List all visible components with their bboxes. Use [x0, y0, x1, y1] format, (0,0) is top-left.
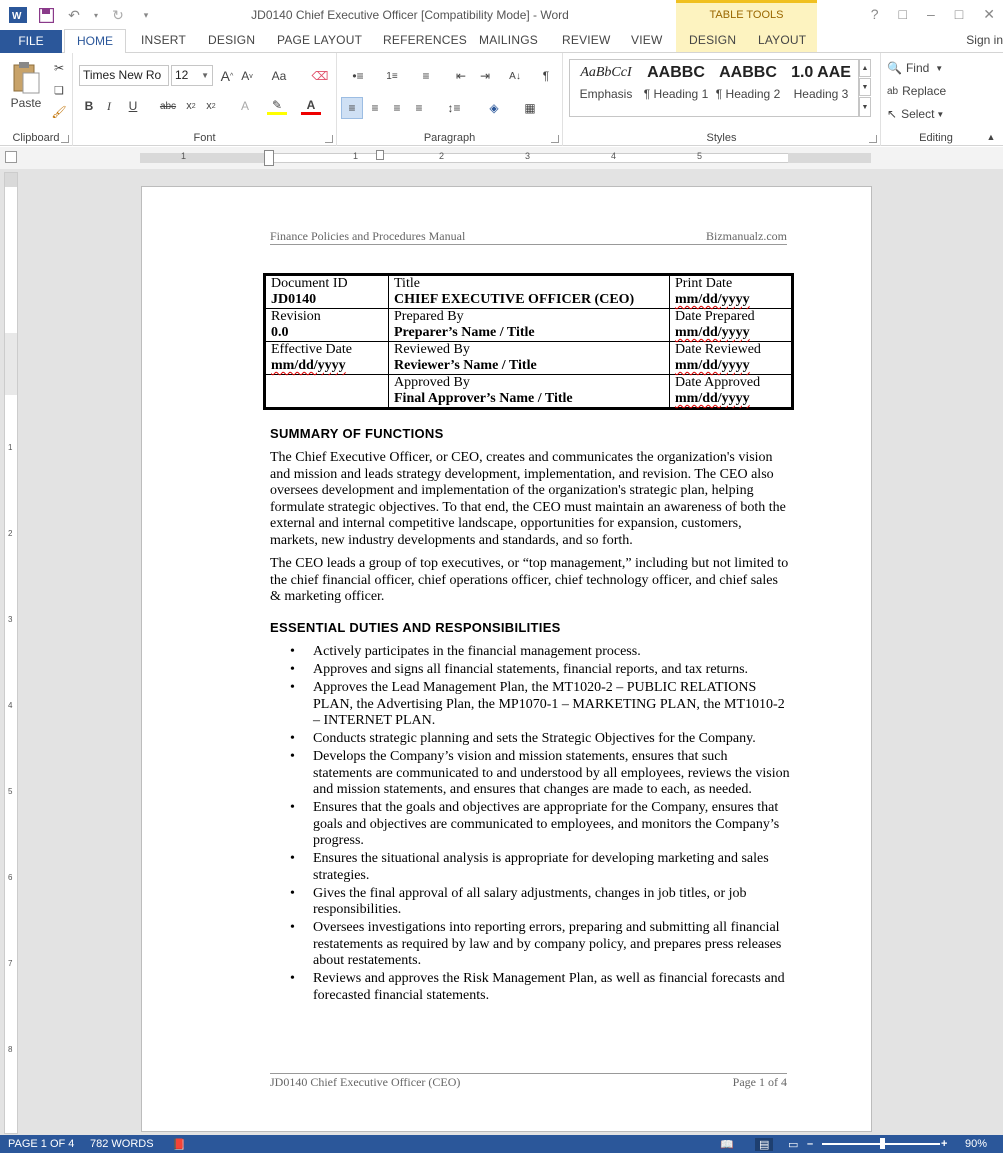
font-launcher-icon[interactable] [325, 135, 333, 143]
table-cell[interactable] [389, 276, 670, 309]
page-footer [270, 1073, 787, 1089]
date-prepared-label: Date Prepared [675, 309, 755, 324]
style-heading-1-preview: AABBC [647, 64, 705, 81]
title-label: Title [394, 276, 420, 291]
clipboard-group [0, 53, 73, 146]
select-icon: ↖ [887, 107, 898, 121]
italic-icon[interactable]: I [107, 98, 111, 113]
table-cell[interactable] [389, 342, 670, 375]
table-row [266, 309, 792, 342]
effective-date-value: mm/dd/yyyy [271, 358, 346, 373]
chevron-down-icon: ▼ [201, 71, 209, 80]
doc-id-value: JD0140 [271, 292, 317, 307]
document-page[interactable] [141, 186, 872, 1132]
list-item: • Oversees investigations into reporting errors, preparing and submitting all financial restatements as required by law and by company policy, and prepares press releases about restatements. [270, 920, 790, 970]
summary-paragraph-1: The Chief Executive Officer, or CEO, creates and communicates the organization's vision and mission and leads strategy development, implementation, and revision. The CEO also oversees development and implementation of the organization's strategic plan, helping formulate strategic objectives. To that end, the CEO must maintain an awareness of both the external and internal competitive landscape, opportunities for expansion, customers, markets, new industry developments and standards, and so forth. [270, 450, 786, 548]
table-cell[interactable] [266, 375, 389, 408]
indent-marker[interactable] [264, 150, 274, 166]
document-info-table[interactable] [263, 273, 794, 410]
highlight-icon[interactable]: ✎ [267, 97, 287, 115]
styles-launcher-icon[interactable] [869, 135, 877, 143]
tab-table-design[interactable]: DESIGN [689, 33, 737, 47]
align-center-icon[interactable]: ≡ [371, 101, 379, 115]
ribbon [0, 53, 1003, 146]
tab-design[interactable]: DESIGN [208, 33, 256, 47]
paragraph-label: Paragraph [423, 132, 476, 144]
cut-icon[interactable]: ✂ [53, 61, 65, 75]
replace-button[interactable] [887, 82, 977, 100]
tab-references[interactable]: REFERENCES [383, 33, 468, 47]
horizontal-ruler[interactable] [0, 147, 1003, 169]
prepared-by-label: Prepared By [394, 309, 464, 324]
style-heading-1[interactable] [641, 59, 711, 109]
date-prepared-value: mm/dd/yyyy [675, 325, 750, 340]
svg-text:W: W [12, 11, 22, 22]
subscript-icon[interactable]: x 2 [186, 100, 196, 112]
paragraph-group [337, 53, 563, 146]
tab-review[interactable]: REVIEW [562, 33, 611, 47]
list-item: • Approves and signs all financial statements, financial reports, and tax returns. [270, 662, 790, 679]
help-icon[interactable]: ? [870, 6, 879, 22]
approved-by-value: Final Approver’s Name / Title [394, 391, 573, 406]
redo-icon[interactable]: ↻ [112, 6, 124, 23]
grow-font-icon[interactable]: A ^ [220, 68, 234, 84]
copy-icon[interactable]: ❏ [54, 84, 64, 97]
decrease-indent-icon[interactable]: ⇤ [455, 69, 467, 83]
zoom-slider-thumb[interactable] [880, 1138, 885, 1149]
select-button[interactable] [887, 105, 977, 123]
date-reviewed-value: mm/dd/yyyy [675, 358, 750, 373]
replace-label: Replace [902, 84, 947, 98]
table-tools-label: TABLE TOOLS [709, 9, 784, 21]
shading-icon[interactable]: ◈ [489, 101, 499, 115]
paste-button[interactable]: Paste [10, 96, 42, 110]
font-group [73, 53, 337, 146]
table-cell[interactable] [670, 342, 792, 375]
list-item: • Actively participates in the financial management process. [270, 644, 790, 661]
vruler-number: 4 [8, 701, 13, 710]
find-button[interactable] [887, 59, 977, 77]
format-painter-icon[interactable]: 🖌 [51, 105, 67, 119]
tab-insert[interactable]: INSERT [141, 33, 186, 47]
select-label: Select [901, 107, 935, 121]
header-left: Finance Policies and Procedures Manual [270, 229, 466, 243]
table-cell[interactable] [670, 276, 792, 309]
styles-more-icon[interactable]: ▼ [859, 97, 871, 117]
sort-icon[interactable]: A↓ [509, 70, 521, 82]
editing-group [881, 53, 991, 146]
list-item: • Conducts strategic planning and sets the Strategic Objectives for the Company. [270, 731, 790, 748]
vertical-ruler[interactable] [4, 172, 18, 1134]
font-size-field[interactable] [171, 65, 213, 86]
vruler-number: 5 [8, 787, 13, 796]
replace-icon: ab [887, 85, 899, 97]
vruler-number: 3 [8, 615, 13, 624]
font-name-value: Times New Ro [83, 68, 162, 82]
vruler-number: 7 [8, 959, 13, 968]
bold-icon[interactable]: B [84, 99, 94, 113]
clear-formatting-icon[interactable]: ⌫ [311, 69, 329, 83]
duties-heading: ESSENTIAL DUTIES AND RESPONSIBILITIES [270, 620, 561, 635]
style-heading-2-preview: AABBC [719, 64, 777, 81]
ruler-number: 4 [611, 151, 617, 161]
approved-by-label: Approved By [394, 375, 470, 390]
styles-scroll-down-icon[interactable]: ▼ [859, 78, 871, 96]
line-spacing-icon[interactable]: ↕≡ [447, 101, 461, 115]
bullets-icon[interactable]: •≡ [352, 69, 364, 83]
change-case-button[interactable] [267, 67, 291, 85]
text-effects-icon[interactable]: A [240, 99, 249, 113]
zoom-level[interactable]: 90% [965, 1138, 988, 1150]
table-cell[interactable] [670, 309, 792, 342]
style-heading-1-name: ¶ Heading 1 [643, 87, 709, 101]
print-layout-icon[interactable]: ▤ [755, 1138, 773, 1151]
paste-icon[interactable] [8, 59, 44, 97]
font-color-icon[interactable]: A [301, 97, 321, 115]
style-heading-3-preview: 1.0 AAE [791, 64, 851, 81]
numbering-icon[interactable]: 1≡ [386, 70, 398, 82]
ruler-number: 5 [697, 151, 703, 161]
table-row [266, 342, 792, 375]
styles-label: Styles [706, 132, 737, 144]
chevron-down-icon: ▼ [935, 63, 944, 73]
chevron-down-icon: ▼ [936, 109, 945, 119]
font-name-field[interactable] [79, 65, 169, 86]
header-right: Bizmanualz.com [706, 229, 787, 243]
table-row [266, 375, 792, 408]
table-cell[interactable] [389, 309, 670, 342]
title-bar [0, 0, 1003, 30]
reviewed-by-value: Reviewer’s Name / Title [394, 358, 537, 373]
prepared-by-value: Preparer’s Name / Title [394, 325, 535, 340]
tab-file[interactable]: FILE [0, 30, 62, 53]
date-approved-label: Date Approved [675, 375, 761, 390]
list-item: • Develops the Company’s vision and mission statements, ensures that such statements are communicated to and understood by all employees, reviews the vision and mission statements, and ensures that changes are made to each, as needed. [270, 749, 790, 799]
clipboard-label: Clipboard [12, 132, 60, 144]
word-count-status[interactable]: 782 WORDS [90, 1138, 154, 1150]
close-icon[interactable]: ✕ [983, 6, 995, 22]
tab-table-layout[interactable]: LAYOUT [758, 33, 807, 47]
vruler-top-margin [5, 173, 17, 187]
date-reviewed-label: Date Reviewed [675, 342, 761, 357]
style-emphasis-preview: AaBbCcI [580, 65, 632, 80]
ruler-number: 1 [353, 151, 359, 161]
shrink-font-icon[interactable]: A v [241, 69, 253, 83]
read-mode-icon[interactable]: 📖 [720, 1139, 734, 1151]
align-right-icon[interactable]: ≡ [393, 101, 401, 115]
styles-scroll-up-icon[interactable]: ▲ [859, 59, 871, 77]
vruler-number: 1 [8, 443, 13, 452]
table-cell[interactable] [266, 342, 389, 375]
vruler-number: 8 [8, 1045, 13, 1054]
web-layout-icon[interactable]: ▭ [788, 1139, 799, 1151]
column-marker[interactable] [376, 150, 384, 160]
ribbon-tabs [0, 30, 1003, 53]
proofing-icon[interactable]: 📕 [172, 1139, 186, 1151]
font-size-value: 12 [175, 68, 189, 82]
tab-view[interactable]: VIEW [631, 33, 663, 47]
zoom-in-icon[interactable]: + [941, 1138, 948, 1150]
style-emphasis[interactable] [571, 59, 641, 109]
table-cell[interactable] [670, 375, 792, 408]
clipboard-launcher-icon[interactable] [61, 135, 69, 143]
justify-icon[interactable]: ≡ [415, 101, 423, 115]
status-bar [0, 1135, 1003, 1153]
ruler-right-margin [788, 153, 871, 163]
table-row [266, 276, 792, 309]
summary-heading: SUMMARY OF FUNCTIONS [270, 426, 444, 441]
strikethrough-icon[interactable]: abc [159, 100, 177, 112]
doc-id-label: Document ID [271, 276, 348, 291]
list-item: • Gives the final approval of all salary adjustments, changes in job titles, or job responsibilities. [270, 886, 790, 919]
summary-paragraph-2: The CEO leads a group of top executives, or “top management,” including but not limited to the chief financial officer, chief operations officer, chief technology officer, and chief sales & marketing officer. [270, 556, 789, 605]
editing-label: Editing [919, 132, 953, 144]
multilevel-list-icon[interactable]: ≡ [422, 69, 430, 83]
paragraph-launcher-icon[interactable] [551, 135, 559, 143]
print-date-label: Print Date [675, 276, 733, 291]
tab-home[interactable]: HOME [64, 29, 126, 54]
table-cell[interactable] [389, 375, 670, 408]
collapse-ribbon-icon[interactable]: ▲ [986, 132, 996, 142]
reviewed-by-label: Reviewed By [394, 342, 470, 357]
borders-icon[interactable]: ▦ [524, 101, 536, 115]
effective-date-label: Effective Date [271, 342, 352, 357]
styles-group [563, 53, 881, 146]
footer-right: Page 1 of 4 [732, 1075, 787, 1089]
style-heading-3[interactable] [785, 59, 857, 109]
window-controls [871, 6, 995, 23]
table-cell[interactable] [266, 276, 389, 309]
ribbon-display-options-icon[interactable]: □ [898, 6, 907, 22]
document-title: JD0140 Chief Executive Officer [Compatibility Mode] - Word [251, 8, 569, 22]
page-count-status[interactable]: PAGE 1 OF 4 [8, 1138, 75, 1150]
show-formatting-icon[interactable]: ¶ [542, 69, 550, 83]
style-heading-2[interactable] [713, 59, 783, 109]
find-label: Find [905, 61, 930, 75]
list-item: • Ensures the situational analysis is appropriate for developing marketing and sales strategies. [270, 851, 790, 884]
vruler-table-region [5, 333, 17, 395]
restore-icon[interactable]: □ [954, 6, 964, 22]
list-item: • Approves the Lead Management Plan, the MT1020-2 – PUBLIC RELATIONS PLAN, the Advertising Plan, the MP1070-1 – MARKETING PLAN, the MT1010-2 – INTERNET PLAN. [270, 680, 790, 730]
date-approved-value: mm/dd/yyyy [675, 391, 750, 406]
duties-list [270, 644, 790, 1006]
revision-label: Revision [271, 309, 321, 324]
style-heading-3-name: Heading 3 [793, 87, 849, 101]
vruler-number: 2 [8, 529, 13, 538]
tab-mailings[interactable]: MAILINGS [479, 33, 538, 47]
customize-toolbar-icon[interactable]: ▾ [143, 9, 149, 20]
tab-page-layout[interactable]: PAGE LAYOUT [277, 33, 363, 47]
undo-icon[interactable]: ↶ [68, 6, 80, 23]
ruler-number: 1 [181, 151, 187, 161]
list-item: • Reviews and approves the Risk Management Plan, as well as financial forecasts and forecasted financial statements. [270, 971, 790, 1004]
list-item: • Ensures that the goals and objectives are appropriate for the Company, ensures that goals and objectives are communicated to employees, and monitors the Company’s progress. [270, 800, 790, 850]
style-heading-2-name: ¶ Heading 2 [715, 87, 781, 101]
tab-selector-icon[interactable] [5, 151, 17, 163]
print-date-value: mm/dd/yyyy [675, 292, 750, 307]
change-case-label: Aa [271, 69, 287, 83]
underline-icon[interactable]: U [128, 99, 138, 113]
ruler-number: 2 [439, 151, 445, 161]
find-icon: 🔍 [887, 61, 902, 75]
page-header [270, 228, 787, 245]
ruler-number: 3 [525, 151, 531, 161]
sign-in-link[interactable]: Sign in [966, 33, 1003, 47]
font-label: Font [193, 132, 216, 144]
increase-indent-icon[interactable]: ⇥ [479, 69, 491, 83]
vruler-number: 6 [8, 873, 13, 882]
undo-dropdown-icon[interactable]: ▾ [93, 10, 98, 20]
ruler-left-margin [140, 153, 267, 163]
style-emphasis-name: Emphasis [579, 87, 633, 101]
footer-left: JD0140 Chief Executive Officer (CEO) [270, 1075, 461, 1089]
revision-value: 0.0 [271, 325, 289, 340]
table-cell[interactable] [266, 309, 389, 342]
zoom-out-icon[interactable]: – [807, 1138, 814, 1150]
superscript-icon[interactable]: x 2 [206, 100, 216, 112]
title-value: CHIEF EXECUTIVE OFFICER (CEO) [394, 292, 635, 307]
minimize-icon[interactable]: – [927, 6, 935, 22]
align-left-icon[interactable]: ≡ [341, 97, 363, 119]
